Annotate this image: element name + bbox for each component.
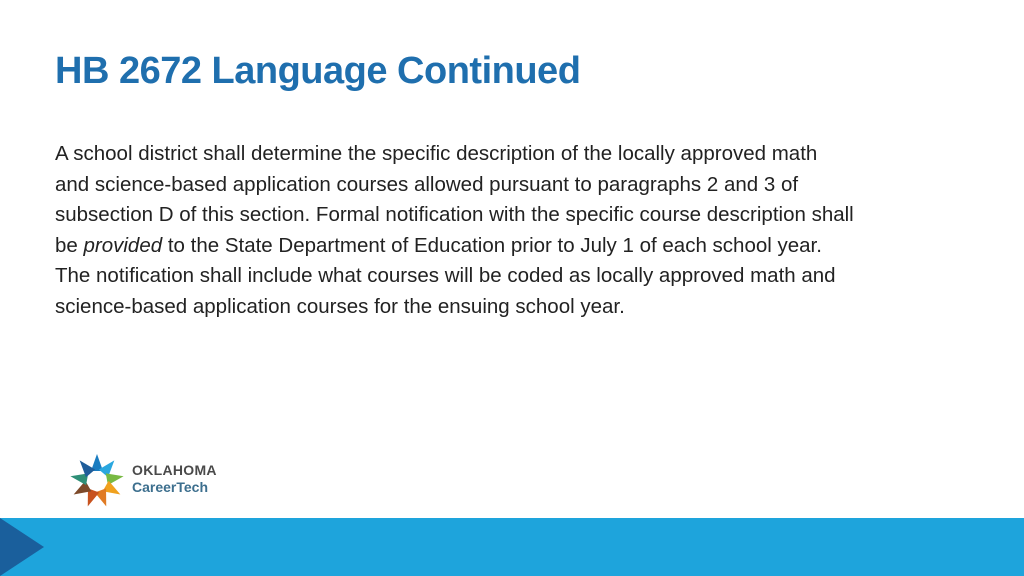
logo-text-oklahoma: OKLAHOMA xyxy=(132,462,217,478)
oklahoma-careertech-logo xyxy=(68,452,238,510)
logo-text-careertech: CareerTech xyxy=(132,479,209,495)
footer-bar xyxy=(0,518,1024,576)
footer-arrow-icon xyxy=(0,518,46,576)
body-text-part-1: A school district shall determine the specific description of the locally approved math and science-based application courses allowed pursuant to paragraphs 2 and 3 of subsection D of this section. Formal notification with the specific course description shall be xyxy=(55,142,854,257)
page-title: HB 2672 Language Continued xyxy=(55,50,581,92)
body-text-emphasis: provided xyxy=(83,233,163,257)
star-logo-icon xyxy=(68,452,126,510)
body-paragraph xyxy=(55,139,855,322)
body-text-part-2: to the State Department of Education prior to July 1 of each school year. The notification shall include what courses will be coded as locally approved math and science-based application courses for the ensuing school year. xyxy=(55,233,836,318)
